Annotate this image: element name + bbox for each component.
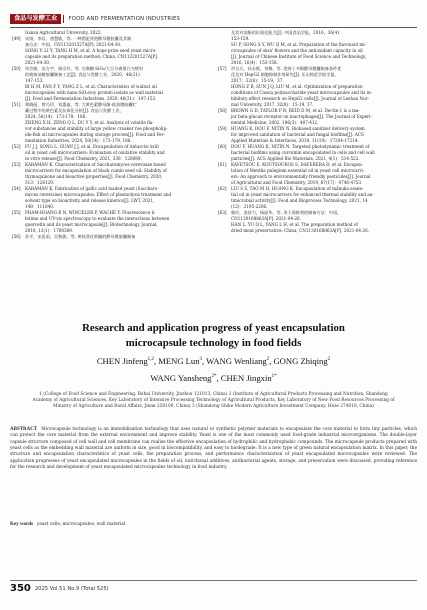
reference-line: crocapsules of okra' flowers and the antioxidant capacity in oil bbox=[231, 48, 363, 53]
reference-number: [59] bbox=[218, 126, 227, 131]
reference-line: ZHENG X H, ZENG Q L, DU Y Y, et al. Analysis of volatile fla- bbox=[25, 120, 154, 125]
reference-item bbox=[218, 144, 418, 162]
reference-line: SU P, SONG S Y, WU Q M, et al. Preparation of the flavonoid mi- bbox=[231, 42, 367, 47]
reference-line: [J]. Food and Fermentation Industries, 2020, 46(21)：147-153. bbox=[25, 96, 157, 101]
reference-item bbox=[218, 210, 418, 234]
reference-line: 2018, 13(1)：1700389. bbox=[25, 228, 74, 233]
reference-line: of Agricultural and Food Chemistry, 2019, 67(17)：4746-4753. bbox=[231, 180, 363, 185]
reference-line: 148：111640. bbox=[25, 204, 55, 209]
reference-line: jor beta-glucan receptor on macrophages[J]. The Journal of Experi- bbox=[231, 114, 372, 119]
author-affiliation-mark: 1* bbox=[271, 373, 277, 379]
reference-number: [49] bbox=[12, 36, 21, 41]
reference-line: 韩玲，金舒力，杨丽华，等. 用于保鲜剂的制备方法：中国， bbox=[231, 210, 342, 215]
author-name: CHEN Jinfeng bbox=[96, 355, 148, 366]
reference-text bbox=[25, 102, 207, 144]
reference-text bbox=[231, 126, 418, 144]
page-number: 350 bbox=[10, 583, 31, 594]
reference-line: ide-fish oil microcapsules during storage process[J]. Food and Fer- bbox=[25, 132, 165, 137]
reference-line: HONG Z B, SUN J Q, LIU M, et al. Optimization of preparation bbox=[231, 84, 363, 89]
author-affiliation-mark: 2 bbox=[327, 357, 331, 362]
reference-line: LIU S S, TAO M H, HUANG K. Encapsulation of mânuka essen- bbox=[231, 186, 364, 191]
affiliations: 1 (College of Food Science and Engineering, Bohai University, Jinzhou 121013, China) 2 (Institute of Agricultural Products Processing and Nutrition, Shandong Academy of Agricultural Sciences, Key Laboratory of Intensive Processing Technology of Agricultural Products, Key Laboratory of New Food Resources Processing of Ministry of Agriculture and Rural Affairs, Jinan 250100, China) 3 (Shandong Shike Modern Agriculture Investment Company, Heze 274018, China) bbox=[32, 392, 395, 410]
reference-list-left bbox=[12, 30, 207, 240]
reference-line: 的桃核油微胶囊制备工艺[J]. 食品与发酵工业，2020，46(21)： bbox=[25, 72, 144, 77]
title-line: microcapsule technology in food fields bbox=[125, 337, 302, 349]
reference-text bbox=[25, 162, 207, 186]
reference-line: CN1130168863A[P]. 2021-04-26. bbox=[231, 216, 301, 221]
reference-text bbox=[25, 36, 207, 66]
reference-number: [55] bbox=[12, 210, 21, 215]
reference-text bbox=[25, 186, 207, 210]
keywords-text: yeast cells; microcapsules; wall material bbox=[36, 522, 126, 527]
reference-line: microcapsules with nano-SiO₂/soy protein isolate as wall material bbox=[25, 90, 163, 95]
reference-number: [54] bbox=[12, 186, 21, 191]
reference-item bbox=[12, 234, 207, 240]
reference-number: [53] bbox=[12, 162, 21, 167]
footer-rule bbox=[10, 580, 417, 581]
reference-text bbox=[231, 66, 418, 108]
reference-number: [58] bbox=[218, 108, 227, 113]
reference-line: quercetin and its yeast microcapsule[J]. Biotechnology Journal, bbox=[25, 222, 158, 227]
reference-line: 153-159. bbox=[231, 36, 250, 41]
reference-text bbox=[231, 162, 418, 186]
abstract bbox=[10, 427, 417, 471]
reference-number: [52] bbox=[12, 144, 21, 149]
reference-line: myces cerevisiae) microcapsules: Effect of plasmolysis treatment and bbox=[25, 192, 172, 197]
abstract-label: ABSTRACT bbox=[10, 427, 38, 432]
author bbox=[206, 356, 269, 366]
title-line: Research and application progress of yeast encapsulation bbox=[82, 322, 345, 334]
reference-text bbox=[231, 30, 418, 66]
author-affiliation-mark: 1,2 bbox=[147, 357, 154, 362]
reference-line: 化及对 HepG2 细胞抑制作用研究[J]. 乐山师范学院学报， bbox=[231, 72, 339, 77]
author-name: WANG Wenliang bbox=[206, 355, 267, 366]
reference-number bbox=[218, 30, 231, 66]
reference-line: 313：126129. bbox=[25, 180, 55, 185]
author-name: WANG Yansheng bbox=[150, 372, 212, 383]
reference-line: tial oil in yeast microcarriers for enhanced thermal stability and an- bbox=[231, 192, 374, 197]
reference-line: vor substances and stability of large yellow croaker roe phospholip- bbox=[25, 126, 168, 131]
reference-line: 苏平，宋思雨，吴秋敏，等. 黄秋葵花黄酮的酵母微胶囊制备 bbox=[25, 234, 136, 239]
reference-line: BI H M, FAN F Y, YANG Z L, et al. Characteristics of walnut oil bbox=[25, 84, 157, 89]
reference-text bbox=[25, 210, 207, 234]
reference-line: conditions of Cassia polysaccharide yeast microcapsules and its in- bbox=[231, 90, 373, 95]
author bbox=[158, 356, 202, 366]
reference-line: 2017，32(8)：15-19，37. bbox=[231, 78, 284, 83]
journal-header bbox=[10, 14, 180, 24]
reference-line: 2024, 50(14)：173-179，186. bbox=[25, 114, 87, 119]
author bbox=[273, 356, 330, 366]
reference-line: mal University, 2017, 32(8)：15-19, 37. bbox=[231, 102, 314, 107]
reference-item bbox=[218, 126, 418, 144]
reference-item bbox=[12, 36, 207, 66]
author-affiliation-mark: 2 bbox=[266, 357, 270, 362]
reference-line: 备方法：中国，CN113201527A[P]. 2021-04-30. bbox=[25, 42, 122, 47]
reference-line: (12)：2195-2206. bbox=[231, 204, 268, 209]
reference-list-right bbox=[218, 30, 418, 234]
reference-item bbox=[12, 210, 207, 234]
reference-line: Applied Materials & Interfaces, 2019, 11(19)：17204-17214. bbox=[231, 138, 359, 143]
reference-number: [63] bbox=[218, 210, 227, 215]
reference-text bbox=[231, 210, 418, 234]
reference-text bbox=[231, 144, 418, 162]
reference-line: microcarriers for encapsulation of black cumin seed oil: Stability of bbox=[25, 168, 167, 173]
reference-line: timicrobial activity[J]. Food and Bioprocess Technology, 2021, 14 bbox=[231, 198, 368, 203]
volume-info: 2025 Vol.51 No.9 (Total 525) bbox=[34, 585, 109, 592]
journal-name-cn: 食品与发酵工业 bbox=[10, 14, 61, 24]
reference-line: fetime and UV-vis spectroscopy to evaluate the interactions between bbox=[25, 216, 170, 221]
reference-line: solvent type on bioactivity and release kinetics[J]. LWT, 2021, bbox=[25, 198, 155, 203]
reference-line: KAVETSOU E, KOUTSOUKOS S, DAFERERA D, et al. Encapsu- bbox=[231, 162, 364, 167]
abstract-text: Microcapsule technology is an immobilization technology that uses natural or synthetic polymer materials to encapsulate the core material to form tiny particles, which can protect the core material from the external environment and improve stability. Yeast is one of the most commonly used food-grade industrial microorganisms. The double-layer capsule structure composed of cell wall and cell membrane can realize the effective encapsulation of hydrophilic and hydrophobic compounds. The microcapsule products prepared with yeast cells as the embedding wall material are uniform in size, good in biocompatibility, and easy to biodegrade. It is a new type of green natural encapsulation matrix. In this paper, the structure and encapsulation characteristics of yeast cells, the preparation process, and performance characterization of yeast encapsulated microcapsules were reviewed. The application progresses of yeast encapsulated microcapsules in the fields of oil, nutritional additives, antibacterial agents, storage, and preservation were discussed, providing reference for the research and development of yeast encapsulated microcapsules technology in food industry. bbox=[10, 427, 417, 471]
journal-name-en: FOOD AND FERMENTATION INDUSTRIES bbox=[63, 15, 180, 23]
reference-line: mental Medicine, 2002, 196(3)：407-412. bbox=[231, 120, 319, 125]
reference-line: hibitory effect research on HepG2 cells[J]. Journal of Leshan Nor- bbox=[231, 96, 370, 101]
reference-item bbox=[12, 144, 207, 162]
author bbox=[97, 356, 154, 366]
reference-line: particles[J]. ACS Applied Bio Materials, 2021, 4(1)：514-522. bbox=[231, 156, 360, 161]
reference-line: 2016, 16(4)：153-158. bbox=[231, 60, 278, 65]
reference-line: mentation Industries, 2024, 50(14)：173-179, 186. bbox=[25, 138, 132, 143]
reference-text bbox=[25, 66, 207, 102]
reference-line: FU J J, SONG L, GUAN J J, et al. Encapsulation of Antarctic krill bbox=[25, 144, 159, 149]
reference-line: 147-153. bbox=[25, 78, 44, 83]
reference-line: [J]. Journal of Chinese Institute of Food Science and Technology, bbox=[231, 54, 367, 59]
reference-item bbox=[218, 186, 418, 210]
reference-line: KARAMAN K. Characterization of Saccharomyces cerevisiae based bbox=[25, 162, 166, 167]
reference-item bbox=[12, 162, 207, 186]
reference-line: 毕会敏，范方宇，杨宗玲，等. 壳聚糖-SiO₂/大豆分离蛋白为壁材 bbox=[25, 66, 144, 71]
reference-line: DOU F, HUANG K, NITIN N. Targeted photodynamic treatment of bbox=[231, 144, 370, 149]
reference-line: bacterial biofilms using curcumin encapsulated in cells and cell wall bbox=[231, 150, 375, 155]
reference-line: 2021-04-30. bbox=[25, 60, 51, 65]
author-affiliation-mark: 3 bbox=[199, 357, 203, 362]
reference-item bbox=[12, 66, 207, 102]
reference-item bbox=[12, 186, 207, 210]
reference-line: in vitro release[J]. Food Chemistry, 2021, 338：128089. bbox=[25, 156, 142, 161]
reference-line: 郑晓丽，曾巧玲，刘惠迪，等. 大黄色素酵母菌-低油微胶囊贮 bbox=[25, 102, 137, 107]
reference-line: Gansu Agricultural University, 2022. bbox=[25, 30, 102, 35]
author-name: CHEN Jingxin bbox=[220, 372, 272, 383]
reference-text bbox=[25, 144, 207, 162]
author bbox=[150, 373, 216, 383]
reference-line: ers: An approach to environmentally friendly pesticides[J]. Journal bbox=[231, 174, 371, 179]
page-footer bbox=[10, 583, 109, 594]
reference-item bbox=[12, 102, 207, 144]
reference-item bbox=[218, 108, 418, 126]
reference-text bbox=[231, 108, 418, 126]
reference-number: [51] bbox=[12, 102, 21, 107]
keywords bbox=[10, 522, 417, 528]
reference-number: [50] bbox=[12, 66, 21, 71]
reference-item bbox=[218, 66, 418, 108]
author-name: GONG Zhiqing bbox=[273, 355, 328, 366]
reference-line: 及其对油脂的抗氧化能力[J]. 中国食品学报，2016，36(4)： bbox=[231, 30, 344, 35]
reference-line: thymoquinone and bioactive properties[J]. Food Chemistry, 2020, bbox=[25, 174, 163, 179]
reference-number: [56] bbox=[12, 234, 21, 239]
reference-line: SONG Y, LI Y, TANG H M, et al. A hops-prize seed yeast micro- bbox=[25, 48, 157, 53]
reference-item bbox=[218, 30, 418, 66]
reference-number: [62] bbox=[218, 186, 227, 191]
reference-line: 洪自兵，孙永姬，刘梅，等. 泡荷子多酚酵母微囊制备条件优 bbox=[231, 66, 342, 71]
author bbox=[221, 373, 277, 383]
reference-line: 藏过程中的黄色素及抗氧化分析[J]. 食品与发酵工业， bbox=[25, 108, 124, 113]
reference-line: dried meat preservative: China, CN1130168863A[P]. 2021-04-26. bbox=[231, 228, 370, 233]
reference-number: [61] bbox=[218, 162, 227, 167]
author-list: CHEN Jinfeng$^{1,2}$, MENG Lun$^3$, WANG Wenliang$^2$, GONG Zhiqing$^2$ WANG Yansheng$^{2*}$, CHEN Jingxin$^{1*}$ bbox=[96, 355, 331, 383]
reference-line: oil in yeast cell microcarriers: Evaluation of oxidative stability and bbox=[25, 150, 165, 155]
reference-line: HUANG K, DOU F, NITIN N. Biobased sanitizer delivery system bbox=[231, 126, 365, 131]
reference-item bbox=[218, 162, 418, 186]
reference-text bbox=[25, 234, 207, 240]
author-name: MENG Lun bbox=[158, 355, 200, 366]
reference-line: capsule and its preparation method; China, CN113201527A[P]. bbox=[25, 54, 159, 59]
reference-text bbox=[231, 186, 418, 210]
reference-line: for improved sanitation of bacterial and fungal biofilms[J]. ACS bbox=[231, 132, 364, 137]
keywords-label: Key words bbox=[10, 522, 33, 527]
reference-line: HAN L, YU Q L, YANG L H, et al. The preparation method of bbox=[231, 222, 358, 227]
article-title bbox=[0, 321, 427, 351]
author-affiliation-mark: 2* bbox=[211, 373, 217, 379]
reference-line: KARAMAN K. Fabrication of gallic acid loaded yeast (Saccharo- bbox=[25, 186, 159, 191]
header-rule bbox=[10, 27, 417, 28]
reference-line: BROWN G D, TAYLOR P R, REID D M, et al. Dectin-1 is a ma- bbox=[231, 108, 360, 113]
reference-line: lation of Mentha pulegium essential oil in yeast cell microcarri- bbox=[231, 168, 365, 173]
reference-number: [60] bbox=[218, 144, 227, 149]
reference-number: [57] bbox=[218, 66, 227, 71]
reference-line: PHAM-HOANG B N, WINCKLER P, WACHÉ Y. Fluorescence li- bbox=[25, 210, 156, 215]
reference-line: 宋扬，李岩，唐慧敏，等. 一种酒泥芽孢酵母微胶囊及其制 bbox=[25, 36, 132, 41]
